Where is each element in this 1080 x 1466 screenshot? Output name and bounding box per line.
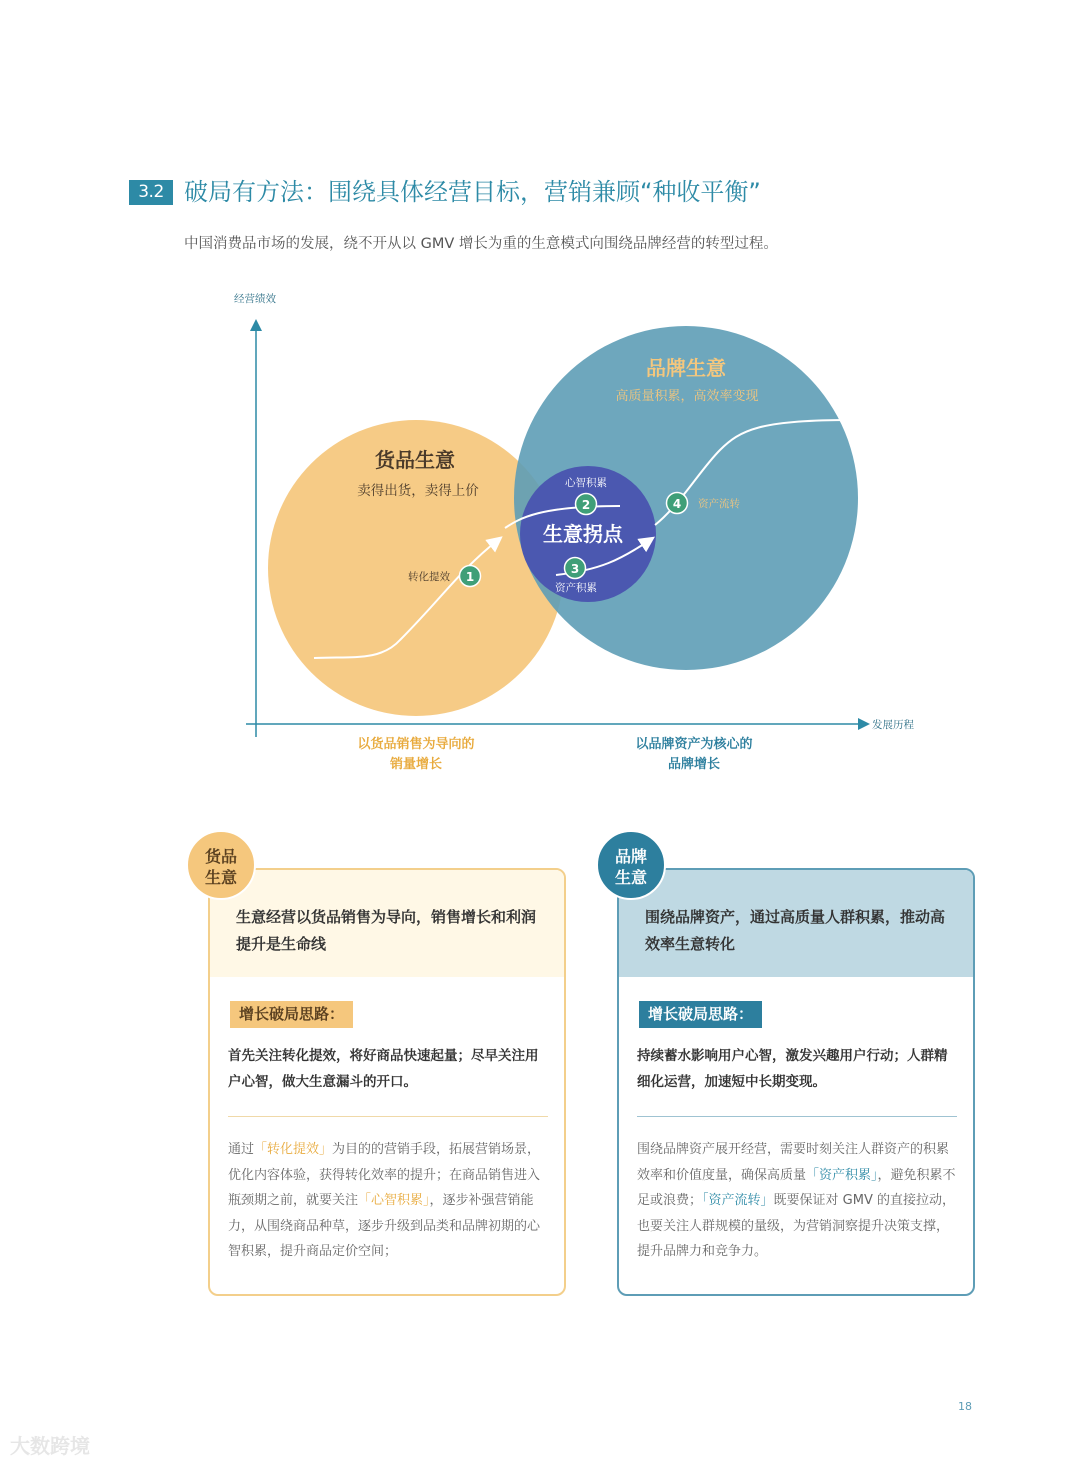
page-number: 18 [958, 1400, 972, 1413]
highlight-asset-flow: 「资产流转」 [702, 1193, 774, 1208]
divider [637, 1116, 957, 1117]
brand-card-headline: 围绕品牌资产，通过高质量人群积累，推动高效率生意转化 [619, 870, 973, 977]
step-3-label: 资产积累 [555, 582, 597, 594]
business-transition-diagram [0, 280, 1080, 790]
goods-business-title: 货品生意 [375, 448, 455, 472]
bottom-right-caption-line1: 以品牌资产为核心的 [635, 737, 753, 752]
y-axis-label: 经营绩效 [234, 293, 276, 305]
bottom-right-caption-line2: 品牌增长 [667, 757, 721, 772]
brand-growth-tag: 增长破局思路： [639, 1001, 762, 1028]
brand-key-point: 持续蓄水影响用户心智，激发兴趣用户行动；人群精细化运营，加速短中长期变现。 [637, 1048, 948, 1090]
goods-business-subtitle: 卖得出货，卖得上价 [357, 483, 479, 499]
svg-text:4: 4 [672, 497, 682, 511]
highlight-conversion: 「转化提效」 [254, 1142, 333, 1157]
svg-text:2: 2 [581, 498, 591, 512]
highlight-mindshare: 「心智积累」 [358, 1193, 430, 1208]
highlight-asset-accumulation: 「资产积累」 [806, 1167, 878, 1183]
svg-text:3: 3 [570, 562, 580, 576]
intro-paragraph: 中国消费品市场的发展，绕不开从以 GMV 增长为重的生意模式向围绕品牌经营的转型过程。 [184, 236, 778, 252]
step-1-label: 转化提效 [408, 571, 450, 583]
goods-key-point: 首先关注转化提效，将好商品快速起量；尽早关注用户心智，做大生意漏斗的开口。 [228, 1048, 539, 1090]
watermark-logo: 大数跨境 [10, 1434, 90, 1458]
section-number-badge: 3.2 [129, 180, 173, 205]
svg-text:1: 1 [465, 570, 475, 584]
brand-business-subtitle: 高质量积累，高效率变现 [615, 389, 759, 404]
goods-growth-tag: 增长破局思路： [230, 1001, 353, 1028]
goods-card-headline: 生意经营以货品销售为导向，销售增长和利润提升是生命线 [210, 870, 564, 977]
brand-business-title: 品牌生意 [646, 356, 726, 380]
step-2-label: 心智积累 [565, 477, 607, 489]
brand-detail-paragraph: 围绕品牌资产展开经营，需要时刻关注人群资产的积累效率和价值度量，确保高质量「资产积累」，避免积累不足或浪费；「资产流转」既要保证对 GMV 的直接拉动，也要关注人群规模的量级，为营销洞察提升决策支撑，提升品牌力和竞争力。 [637, 1142, 956, 1259]
brand-business-badge: 品牌 生意 [596, 830, 666, 900]
section-title: 破局有方法：围绕具体经营目标，营销兼顾“种收平衡” [184, 178, 761, 206]
step-4-label: 资产流转 [698, 498, 740, 510]
goods-business-card [208, 868, 566, 1296]
bottom-left-caption-line2: 销量增长 [389, 757, 443, 772]
turning-point-title: 生意拐点 [543, 522, 623, 546]
divider [228, 1116, 548, 1117]
bottom-left-caption-line1: 以货品销售为导向的 [357, 737, 475, 752]
goods-detail-paragraph: 通过「转化提效」为目的的营销手段，拓展营销场景，优化内容体验，获得转化效率的提升；在商品销售进入瓶颈期之前，就要关注「心智积累」，逐步补强营销能力，从围绕商品种草，逐步升级到品类和品牌初期的心智积累，提升商品定价空间； [228, 1142, 541, 1259]
x-axis-label: 发展历程 [872, 719, 914, 731]
brand-business-card [617, 868, 975, 1296]
goods-business-badge: 货品 生意 [186, 830, 256, 900]
